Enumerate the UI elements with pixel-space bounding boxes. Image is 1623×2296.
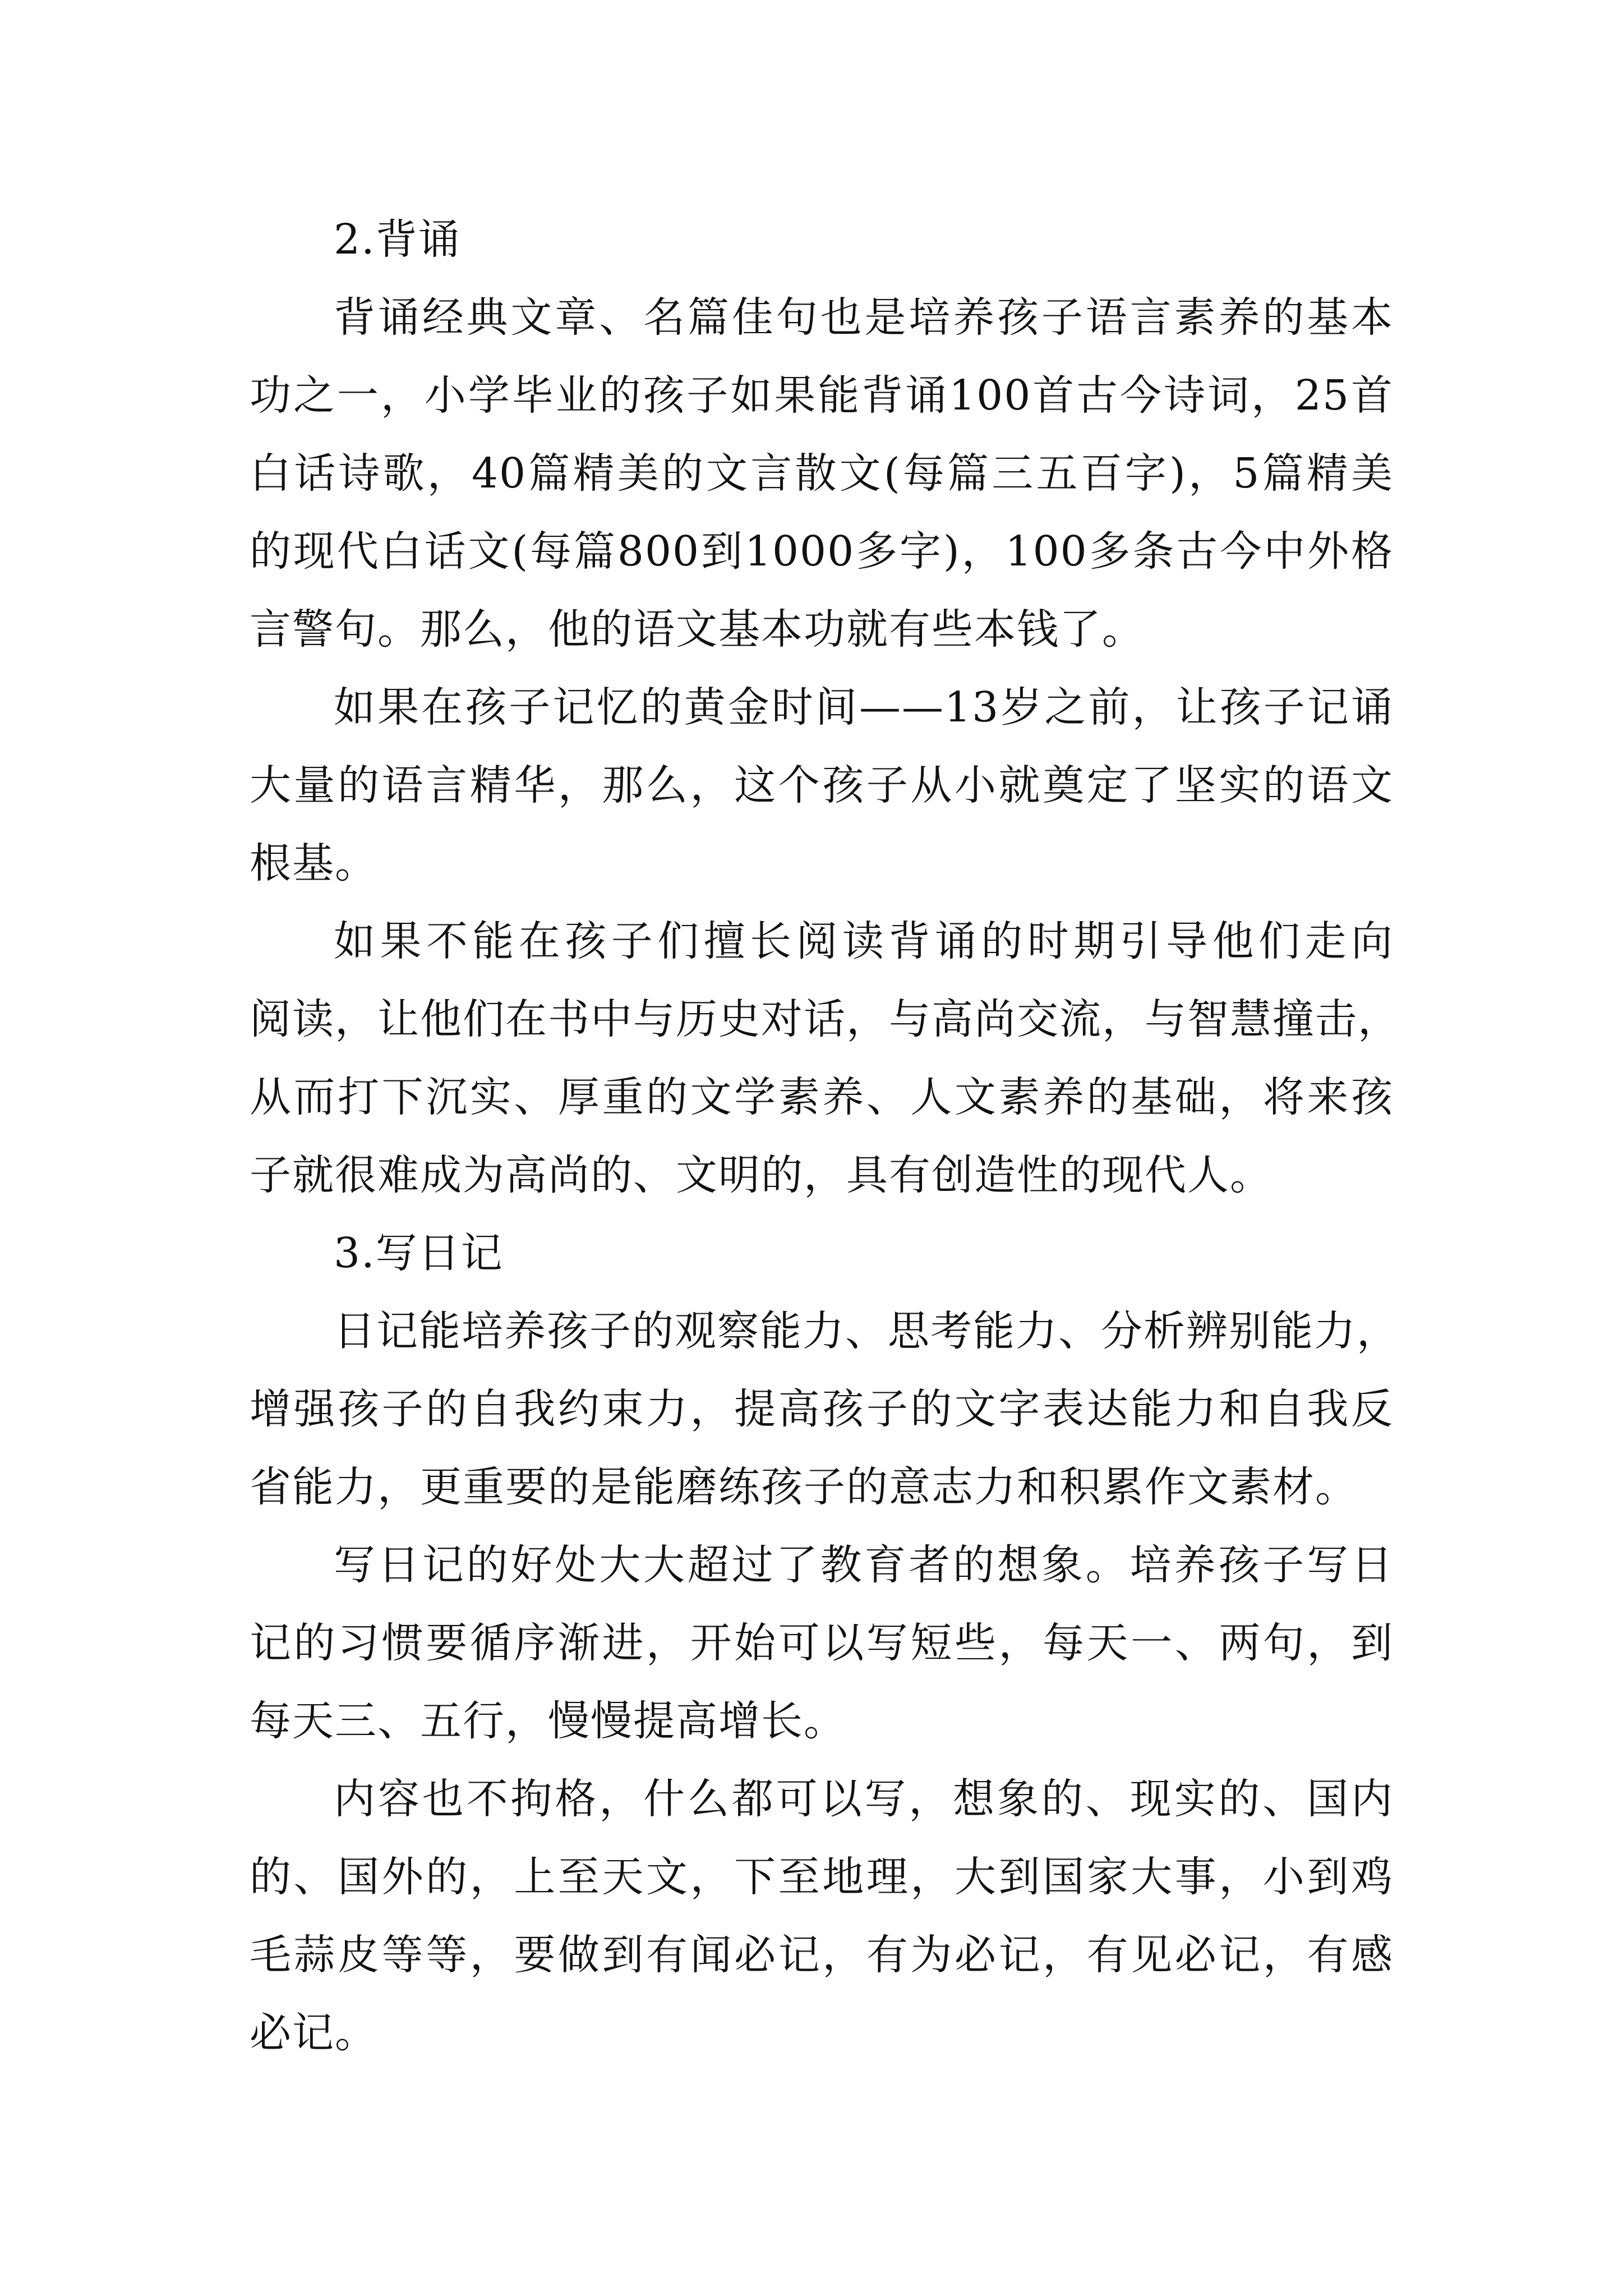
text-line: 白话诗歌，40篇精美的文言散文(每篇三五百字)，5篇精美 xyxy=(250,449,1394,498)
text-line: 从而打下沉实、厚重的文学素养、人文素养的基础，将来孩 xyxy=(250,1073,1394,1121)
text-line: 功之一，小学毕业的孩子如果能背诵100首古今诗词，25首 xyxy=(250,371,1394,420)
paragraph xyxy=(250,1292,1399,1526)
text-line: 背诵经典文章、名篇佳句也是培养孩子语言素养的基本 xyxy=(334,293,1394,342)
text-line: 日记能培养孩子的观察能力、思考能力、分析辨别能力， xyxy=(334,1307,1399,1355)
text-line: 省能力，更重要的是能磨练孩子的意志力和积累作文素材。 xyxy=(250,1463,1358,1511)
paragraph xyxy=(250,903,1400,1214)
text-line: 言警句。那么，他的语文基本功就有些本钱了。 xyxy=(250,605,1145,654)
text-line: 内容也不拘格，什么都可以写，想象的、现实的、国内 xyxy=(334,1775,1394,1823)
text-line: 的现代白话文(每篇800到1000多字)，100多条古今中外格 xyxy=(250,527,1394,576)
text-line: 必记。 xyxy=(250,2009,377,2057)
text-line: 写日记的好处大大超过了教育者的想象。培养孩子写日 xyxy=(334,1541,1394,1589)
text-line: 增强孩子的自我约束力，提高孩子的文字表达能力和自我反 xyxy=(250,1385,1394,1433)
text-line: 记的习惯要循序渐进，开始可以写短些，每天一、两句，到 xyxy=(250,1619,1394,1667)
text-line: 每天三、五行，慢慢提高增长。 xyxy=(250,1697,846,1745)
text-line: 毛蒜皮等等，要做到有闻必记，有为必记，有见必记，有感 xyxy=(250,1931,1394,1979)
text-line: 根基。 xyxy=(250,839,377,887)
paragraph xyxy=(250,279,1394,669)
section-heading-recitation: 2.背诵 xyxy=(334,215,461,264)
text-line: 阅读，让他们在书中与历史对话，与高尚交流，与智慧撞击， xyxy=(250,995,1400,1043)
section-heading-diary: 3.写日记 xyxy=(334,1229,504,1277)
text-line: 大量的语言精华，那么，这个孩子从小就奠定了坚实的语文 xyxy=(250,761,1394,809)
text-line: 如果不能在孩子们擅长阅读背诵的时期引导他们走向 xyxy=(334,917,1394,965)
paragraph xyxy=(250,1760,1394,2072)
document-body xyxy=(250,201,1400,2072)
text-line: 如果在孩子记忆的黄金时间——13岁之前，让孩子记诵 xyxy=(334,683,1394,731)
text-line: 子就很难成为高尚的、文明的，具有创造性的现代人。 xyxy=(250,1151,1272,1199)
paragraph xyxy=(250,669,1394,903)
text-line: 的、国外的，上至天文，下至地理，大到国家大事，小到鸡 xyxy=(250,1853,1394,1901)
paragraph xyxy=(250,1526,1394,1760)
